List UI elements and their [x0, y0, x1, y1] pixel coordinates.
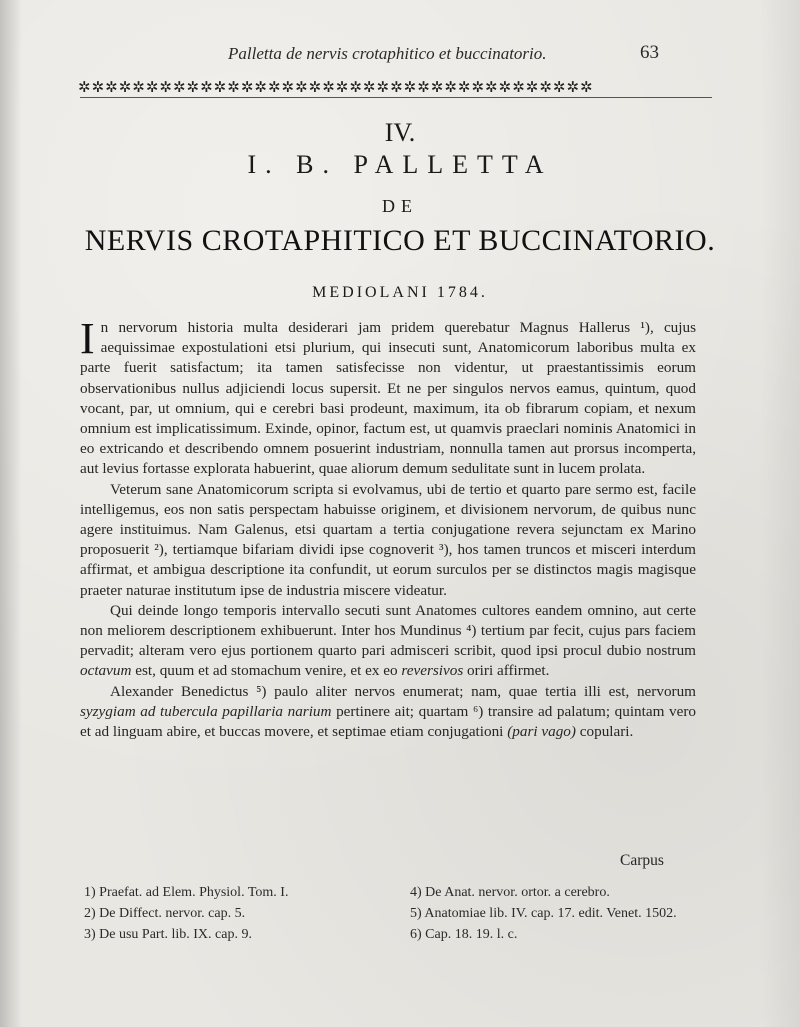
footnote-1: 1) Praefat. ad Elem. Physiol. Tom. I.: [84, 885, 289, 900]
article-title: NERVIS CROTAPHITICO ET BUCCINATORIO.: [84, 224, 716, 257]
paragraph-4-text-a: Alexander Benedictus ⁵) paulo aliter nervos enumerat; nam, quae tertia illi est, nervorum: [110, 682, 696, 700]
author-name: I. B. PALLETTA: [247, 150, 553, 179]
footnotes-left-column: [84, 882, 384, 945]
running-head: Palletta de nervis crotaphitico et buccinatorio.: [228, 44, 547, 63]
paragraph-4: [80, 682, 696, 743]
paragraph-1: [80, 314, 696, 480]
footnote-2: 2) De Diffect. nervor. cap. 5.: [84, 906, 246, 921]
footnote-3: 3) De usu Part. lib. IX. cap. 9.: [84, 927, 252, 942]
page-number: 63: [640, 42, 659, 63]
header-rule-line: [80, 97, 712, 98]
paragraph-4-italic-2: (pari vago): [507, 723, 576, 741]
chapter-number: IV.: [384, 118, 416, 147]
paragraph-3: [80, 601, 696, 682]
paragraph-4-text-b: pertinere ait; quartam ⁶) transire ad palatum; quintam vero et ad linguam abire, et buccas movere, et septimae etiam conjugationi: [80, 702, 696, 741]
paragraph-3-text-c: oriri affirmet.: [463, 662, 550, 680]
paragraph-4-italic-1: syzygiam ad tubercula papillaria narium: [80, 702, 332, 720]
paragraph-3-italic-1: octavum: [80, 662, 132, 680]
drop-cap: I: [80, 314, 95, 363]
footnote-4: 4) De Anat. nervor. ortor. a cerebro.: [410, 885, 610, 900]
paragraph-3-text-b: est, quum et ad stomachum venire, et ex eo: [131, 662, 402, 680]
footnote-5: 5) Anatomiae lib. IV. cap. 17. edit. Venet. 1502.: [410, 906, 677, 921]
paragraph-1-text: n nervorum historia multa desiderari jam pridem querebatur Magnus Hallerus ¹), cujus aequissimae expostulationi etsi plurium, qui insecuti sunt, Anatomicorum laboribus multa ex parte fuerit satisfactum; ita tamen satisfecisse non videntur, ut praestantissimis eorum observationibus nullus adjiciendi locus supersit. Et ne per singulos nervos eamus, quintum, quod vocant, par, ut omnium, qui e cerebri basi prodeunt, maximum, ita ob fibrarum copiam, et nexum omnium est implicatissimum. Exinde, opinor, factum est, ut quamvis praeclari nominis Anatomici in eo extricando et describendo omnem posuerint industriam, nonnulla tamen aut prorsus incomperta, aut levius fortasse explorata habuerint, quae aliorum demum sedulitate sunt in lucem prolata.: [80, 319, 696, 478]
paragraph-3-text-a: Qui deinde longo temporis intervallo secuti sunt Anatomes cultores eandem omnino, aut certe non meliorem descriptionem exhibuerunt. Inter hos Mundinus ⁴) tertium par fecit, cujus pars faciem pervadit; alteram vero ejus portionem quarto pari admisceri scribit, quod ipsi procul dubio nostrum: [80, 601, 696, 660]
paragraph-4-text-c: copulari.: [575, 723, 634, 741]
footnotes-right-column: [410, 882, 710, 945]
paragraph-2: Veterum sane Anatomicorum scripta si evolvamus, ubi de tertio et quarto pare sermo est, facile intelligemus, eos non satis perspectam habuisse originem, et divisionem nervorum, de quibus nunc agere instituimus. Nam Galenus, etsi quartam a tertia conjugatione revera sejunctam ex Marino proposuerit ²), tertiamque bifariam dividi ipse cognoverit ³), hos tamen truncos et misceri interdum affirmat, et ambigua descriptione ita confundit, ut eorum surculos per se distinctos magis magisque praeter naturae institutum ipse de industria miscere videatur.: [80, 480, 696, 599]
ornament-rule: ✲✲✲✲✲✲✲✲✲✲✲✲✲✲✲✲✲✲✲✲✲✲✲✲✲✲✲✲✲✲✲✲✲✲✲✲✲✲: [78, 78, 594, 96]
title-preposition: DE: [382, 196, 418, 216]
place-date-line: MEDIOLANI 1784.: [312, 284, 488, 301]
paragraph-3-italic-2: reversivos: [401, 662, 464, 680]
page-edge-shadow: [760, 0, 800, 1027]
catchword: Carpus: [620, 852, 664, 869]
footnote-6: 6) Cap. 18. 19. l. c.: [410, 927, 518, 942]
body-text: [80, 314, 696, 742]
